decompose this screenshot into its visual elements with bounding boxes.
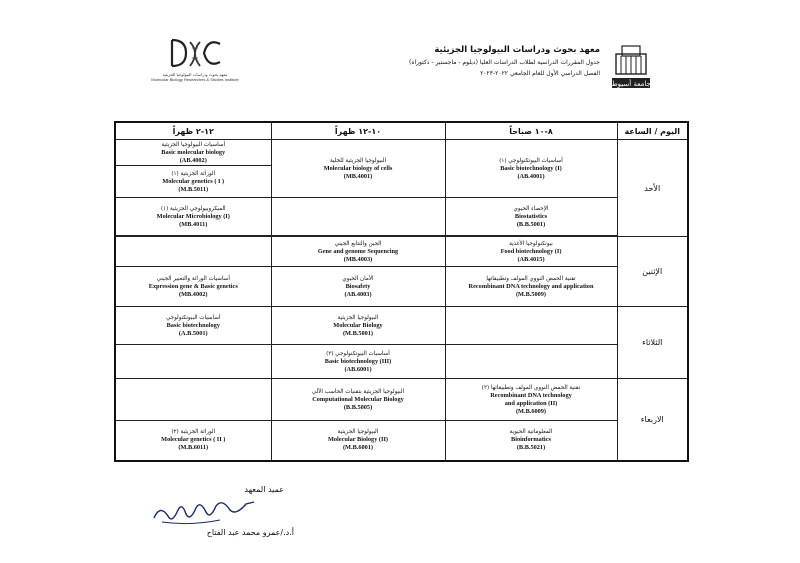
course-cell: البيولوجيا الجزيئية Molecular Biology (M.B.5001) bbox=[271, 307, 445, 345]
header-slot-12-2: ١٢-٢ ظهراً bbox=[115, 122, 271, 140]
course-cell: الجين والتتابع الجيني Gene and genome Sequencing (MB.4003) bbox=[271, 237, 445, 267]
table-row bbox=[115, 198, 688, 236]
university-logo-text: جامعة أسيوط bbox=[611, 80, 651, 88]
empty-cell bbox=[115, 237, 271, 267]
institute-name: معهد بحوث ودراسات البيولوجيا الجزيئية bbox=[434, 45, 600, 55]
table-row bbox=[115, 267, 688, 307]
table-row bbox=[115, 379, 688, 421]
day-monday: الإثنين bbox=[617, 237, 688, 307]
course-cell: تقنية الحمض النووي المولف وتطبيقاتها Recombinant DNA technology and application (M.B.5009) bbox=[445, 267, 617, 307]
course-cell: أساسيات البيولوجيا الجزيئية Basic molecular biology (AB.4002) bbox=[115, 140, 271, 166]
table-row bbox=[115, 140, 688, 166]
schedule-table bbox=[114, 121, 689, 462]
course-cell: الوراثة الجزيئية (١) Molecular genetics ( I ) (M.B.5011) bbox=[115, 166, 271, 198]
course-cell: أساسيات البيوتكنولوجي (٣) Basic biotechnology (III) (AB.6001) bbox=[271, 345, 445, 379]
day-sunday: الأحد bbox=[617, 140, 688, 237]
course-cell: الوراثة الجزيئية (٢) Molecular genetics ( II ) (M.B.6011) bbox=[115, 421, 271, 461]
course-cell: أساسيات البيوتكنولوجي Basic biotechnology (A.B.5001) bbox=[115, 307, 271, 345]
header-day-time: اليوم / الساعة bbox=[617, 122, 688, 140]
academic-term: الفصل الدراسي الأول للعام الجامعي ٢٠٢٢-٢٠٢٣ bbox=[480, 70, 600, 77]
header-slot-8-10: ٨-١٠ صباحاً bbox=[445, 122, 617, 140]
institute-logo bbox=[140, 36, 250, 92]
logo-caption-en: Molecular Biology Researches & Studies Institute bbox=[151, 77, 239, 82]
table-header-row bbox=[115, 122, 688, 140]
course-cell: البيولوجيا الجزيئية للخلية Molecular biology of cells (MB.4001) bbox=[271, 140, 445, 198]
course-cell: الميكروبيولوجي الجزيئية (١) Molecular Microbiology (I) (MB.4011) bbox=[115, 198, 271, 236]
course-cell: المعلوماتية الحيوية Bioinformatics (B.B.5021) bbox=[445, 421, 617, 461]
empty-cell bbox=[271, 198, 445, 236]
table-row bbox=[115, 237, 688, 267]
empty-cell bbox=[445, 307, 617, 345]
course-cell: تقنية الحمض النووي المولف وتطبيقاتها (٢) Recombinant DNA technology and application (II) (M.B.6009) bbox=[445, 379, 617, 421]
dna-logo-icon bbox=[164, 36, 226, 72]
course-cell: أساسيات البيوتكنولوجي (١) Basic biotechnology (I) (AB.4001) bbox=[445, 140, 617, 198]
dean-title: عميد المعهد bbox=[244, 485, 284, 494]
document-header bbox=[300, 44, 600, 79]
course-cell: أساسيات الوراثة والتعبير الجيني Expression gene & Basic genetics (MB.4002) bbox=[115, 267, 271, 307]
course-cell: الأمان الحيوي Biosafety (AB.4003) bbox=[271, 267, 445, 307]
day-wednesday: الاربعاء bbox=[617, 379, 688, 461]
dean-name: أ.د./عمرو محمد عبد الفتاح bbox=[206, 528, 294, 537]
table-row bbox=[115, 421, 688, 461]
course-cell: البيولوجيا الجزيئية بتقنيات الحاسب الآلي Computational Molecular Biology (B.B.5005) bbox=[271, 379, 445, 421]
empty-cell bbox=[115, 379, 271, 421]
logo-caption-ar: معهد بحوث ودراسات البيولوجيا الجزيئية bbox=[162, 72, 228, 77]
university-logo-icon bbox=[608, 40, 654, 90]
header-slot-10-12: ١٠-١٢ ظهراً bbox=[271, 122, 445, 140]
handwritten-signature-icon bbox=[150, 494, 260, 530]
schedule-subtitle: جدول المقررات الدراسية لطلاب الدراسات العليا (دبلوم - ماجستير - دكتوراه) bbox=[408, 59, 600, 66]
table-row bbox=[115, 307, 688, 345]
course-cell: بيوتكنولوجيا الأغذية Food biotechnology (I) (AB.4015) bbox=[445, 237, 617, 267]
course-cell: الإحصاء الحيوي Biostatistics (B.B.5001) bbox=[445, 198, 617, 236]
table-row bbox=[115, 345, 688, 379]
course-cell: البيولوجيا الجزيئية Molecular Biology (II) (M.B.6001) bbox=[271, 421, 445, 461]
day-tuesday: الثلاثاء bbox=[617, 307, 688, 379]
empty-cell bbox=[115, 345, 271, 379]
empty-cell bbox=[445, 345, 617, 379]
